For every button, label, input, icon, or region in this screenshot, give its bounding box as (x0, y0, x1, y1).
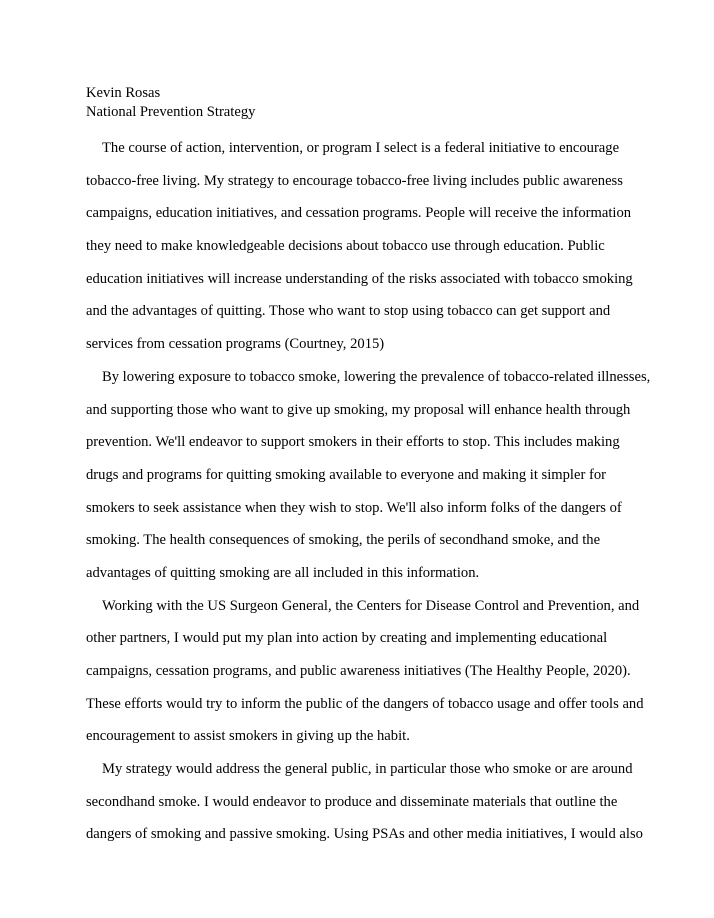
body-line: other partners, I would put my plan into action by creating and implementing educational (86, 630, 608, 647)
body-line: Working with the US Surgeon General, the Centers for Disease Control and Prevention, and (102, 597, 640, 614)
body-line: and supporting those who want to give up smoking, my proposal will enhance health through (86, 401, 631, 418)
body-line: smokers to seek assistance when they wish to stop. We'll also inform folks of the dangers of (86, 499, 622, 516)
document-title: National Prevention Strategy (86, 104, 256, 120)
body-line: they need to make knowledgeable decisions about tobacco use through education. Public (86, 238, 605, 255)
body-line: smoking. The health consequences of smoking, the perils of secondhand smoke, and the (86, 532, 601, 549)
author-name: Kevin Rosas (86, 85, 161, 101)
body-line: tobacco-free living. My strategy to encourage tobacco-free living includes public awareness (86, 172, 623, 189)
body-line: The course of action, intervention, or program I select is a federal initiative to encourage (102, 140, 620, 156)
body-line: My strategy would address the general public, in particular those who smoke or are around (102, 761, 633, 778)
body-line: campaigns, cessation programs, and public awareness initiatives (The Healthy People, 2020). (86, 663, 631, 679)
body-line: By lowering exposure to tobacco smoke, lowering the prevalence of tobacco-related illnesses, (102, 368, 651, 385)
document-page (86, 84, 651, 858)
body-line: campaigns, education initiatives, and cessation programs. People will receive the information (86, 205, 632, 222)
body-line: services from cessation programs (Courtney, 2015) (86, 336, 385, 353)
body-line: dangers of smoking and passive smoking. Using PSAs and other media initiatives, I would also (86, 826, 643, 843)
body-line: secondhand smoke. I would endeavor to produce and disseminate materials that outline the (86, 793, 618, 810)
body-line: advantages of quitting smoking are all included in this information. (86, 564, 480, 581)
body-line: These efforts would try to inform the public of the dangers of tobacco usage and offer tools and (86, 695, 644, 712)
document-body (86, 139, 651, 858)
body-line: prevention. We'll endeavor to support smokers in their efforts to stop. This includes making (86, 434, 620, 451)
body-line: education initiatives will increase understanding of the risks associated with tobacco smoking (86, 270, 633, 287)
body-line: and the advantages of quitting. Those who want to stop using tobacco can get support and (86, 303, 611, 320)
body-line: drugs and programs for quitting smoking available to everyone and making it simpler for (86, 466, 606, 483)
body-line: encouragement to assist smokers in giving up the habit. (86, 728, 410, 745)
